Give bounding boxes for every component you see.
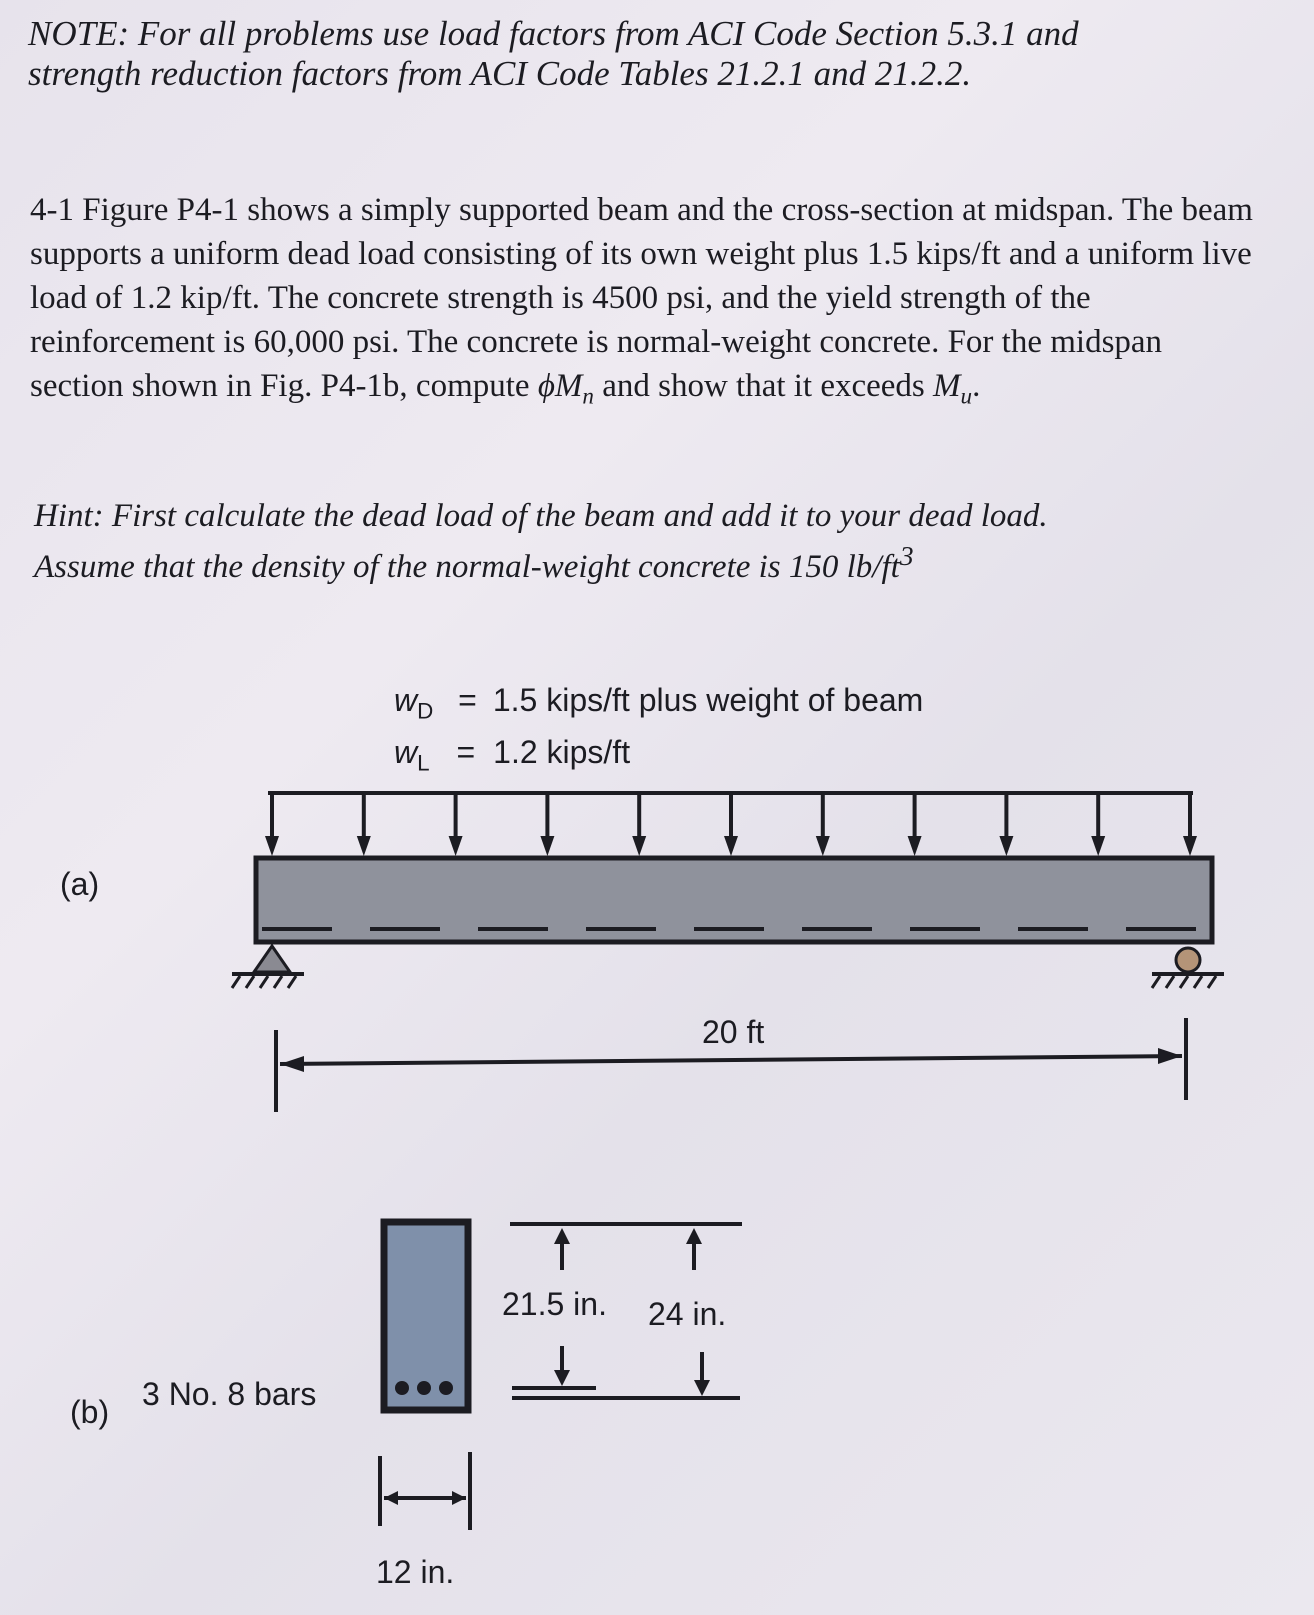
pin-support (232, 946, 304, 988)
mn-symbol: M (554, 368, 583, 404)
span-dimension (276, 1018, 1186, 1112)
note-line-2: strength reduction factors from ACI Code Tables 21.2.1 and 21.2.2. (28, 54, 972, 93)
section-width-label: 12 in. (376, 1554, 455, 1590)
roller-support (1152, 948, 1224, 988)
problem-text-end: . (972, 368, 981, 404)
live-load-label: $w_L = 1.2$ kips/ft (394, 734, 631, 776)
problem-number: 4-1 (30, 192, 74, 228)
mu-symbol: M (933, 368, 961, 404)
width-dimension (380, 1452, 470, 1530)
bars-label: 3 No. 8 bars (142, 1376, 317, 1412)
load-arrow-head (724, 836, 738, 856)
hint-line-2: Assume that the density of the normal-weight concrete is 150 $lb/ft^3$ (34, 540, 914, 585)
problem-text-2: and show that it exceeds (593, 368, 934, 404)
depth-dimensions (510, 1224, 742, 1398)
part-b-label: (b) (70, 1394, 110, 1430)
note-line-1: NOTE: For all problems use load factors from ACI Code Section 5.3.1 and (28, 14, 1079, 53)
load-arrow-head (540, 836, 554, 856)
load-arrow-head (449, 836, 463, 856)
load-arrow-head (999, 836, 1013, 856)
effective-depth-label: 21.5 in. (502, 1286, 607, 1322)
rebar (439, 1381, 453, 1395)
mn-subscript: n (582, 382, 594, 409)
rebar (417, 1381, 431, 1395)
phi-symbol: ϕ (537, 368, 555, 404)
part-a-label: (a) (60, 866, 100, 902)
distributed-load (265, 793, 1197, 856)
span-length-label: 20 ft (702, 1014, 765, 1050)
cross-section (384, 1222, 468, 1410)
load-arrow-head (357, 836, 371, 856)
load-arrow-head (908, 836, 922, 856)
load-arrow-head (265, 836, 279, 856)
load-arrow-head (816, 836, 830, 856)
total-height-label: 24 in. (648, 1296, 727, 1332)
load-arrow-head (632, 836, 646, 856)
rebar (395, 1381, 409, 1395)
hint-line-1: Hint: First calculate the dead load of the beam and add it to your dead load. (34, 498, 1048, 534)
load-arrow-head (1183, 836, 1197, 856)
dead-load-label: $w_D = 1.5$ kips/ft plus weight of beam (394, 682, 924, 724)
mu-subscript: u (960, 382, 973, 409)
problem-text: Figure P4-1 shows a simply supported beam and the cross-section at midspan. The beam supports a uniform dead load consisting of its own weight plus 1.5 kips/ft and a uniform live load of 1.2 kip/ft. The concrete strength is 4500 psi, and the yield strength of the reinforcement is 60,000 psi. The concrete is normal-weight concrete. For the midspan section shown in Fig. P4-1b, compute (30, 192, 1253, 404)
load-arrow-head (1091, 836, 1105, 856)
